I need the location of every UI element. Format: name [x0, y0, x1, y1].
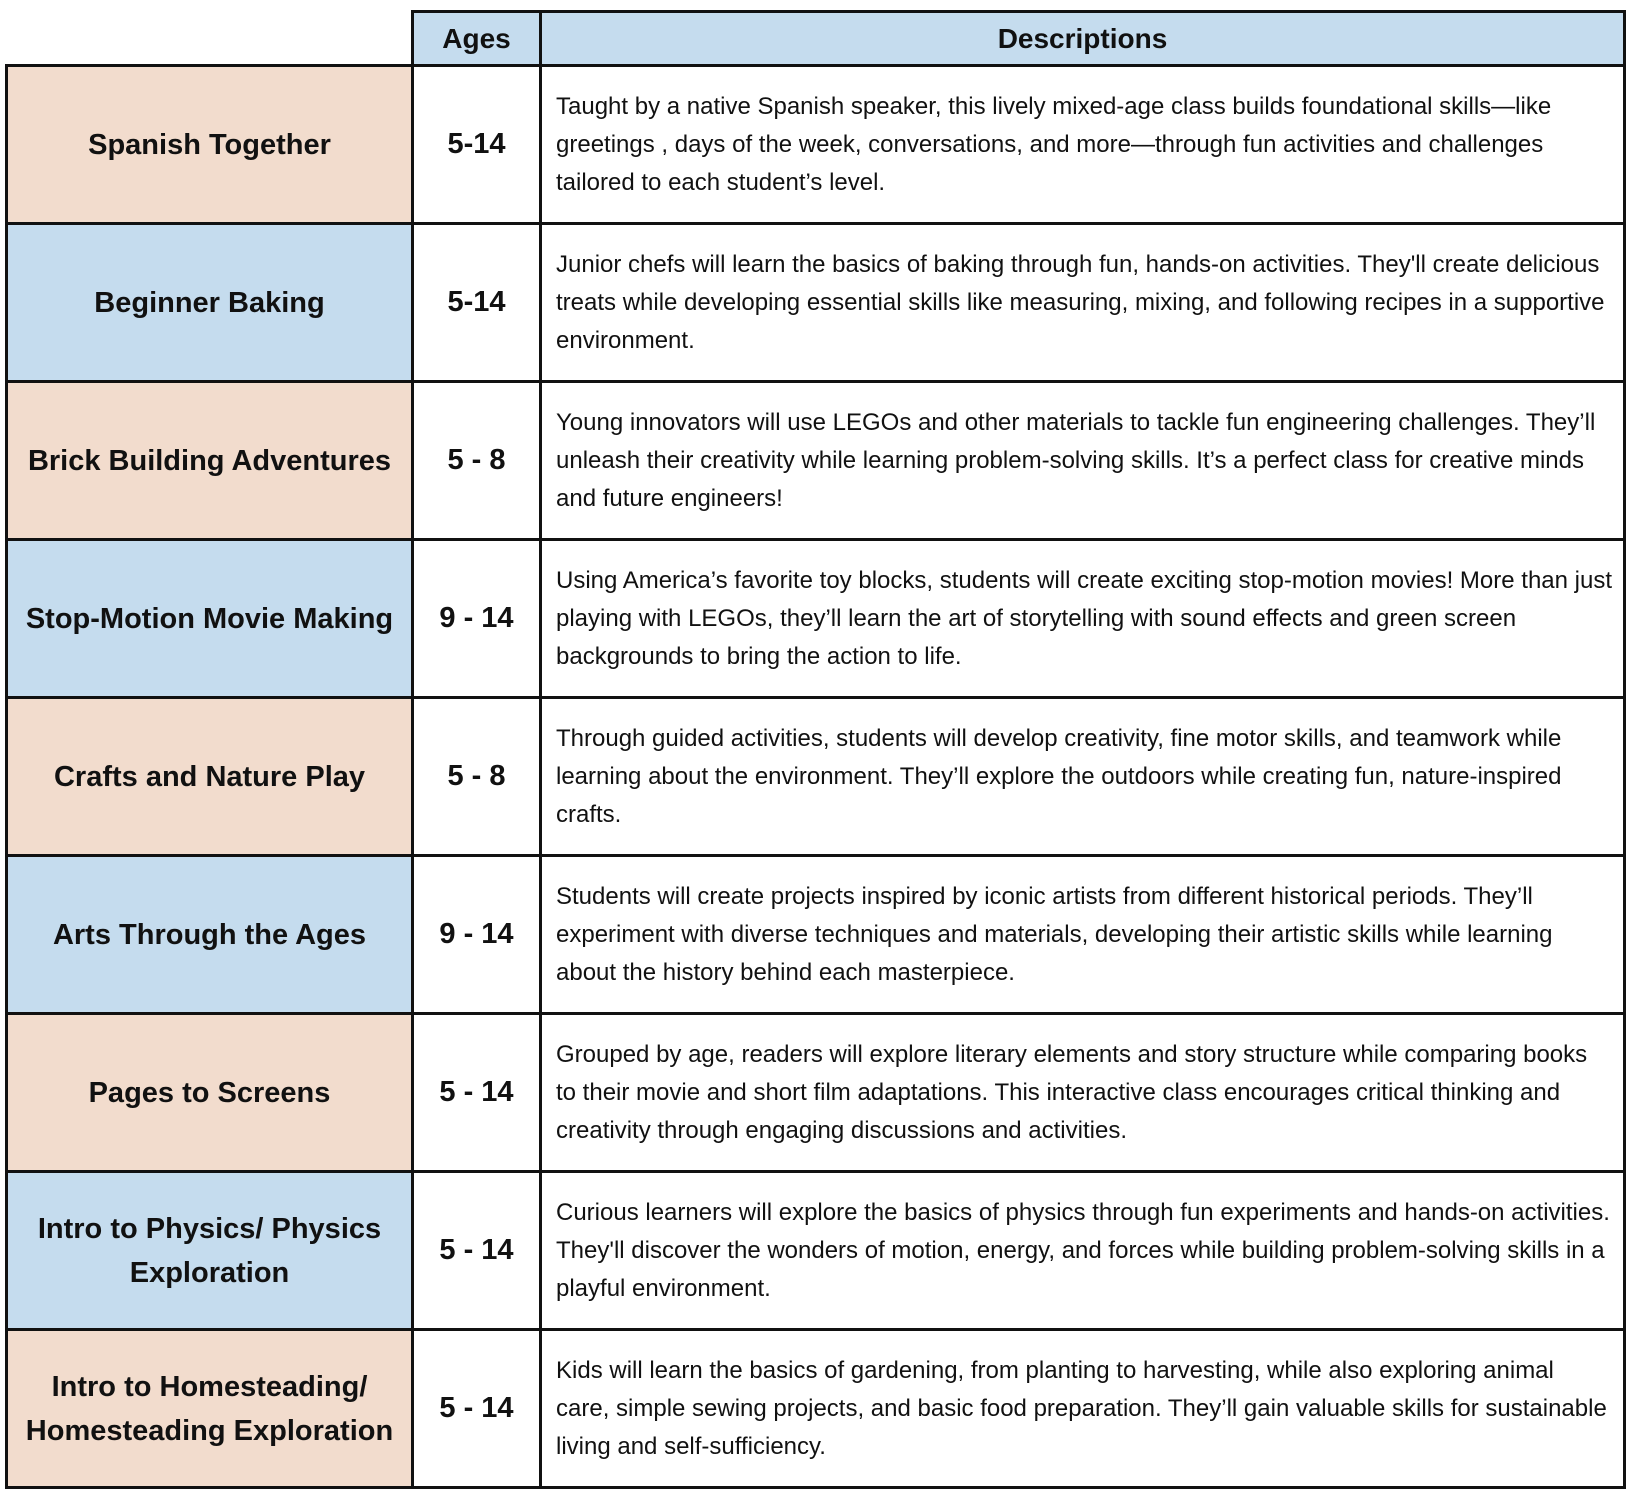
class-description: Students will create projects inspired by iconic artists from different historical periods. They’ll experiment with diverse techniques and materials, developing their artistic skills while learning about the history behind each masterpiece.: [539, 854, 1626, 1015]
class-ages: 9 - 14: [411, 538, 542, 699]
table-row: [5, 1170, 1626, 1331]
class-ages: 5 - 14: [411, 1170, 542, 1331]
header-descriptions: Descriptions: [539, 10, 1626, 67]
class-ages: 5-14: [411, 64, 542, 225]
class-name: Spanish Together: [5, 64, 414, 225]
table-row: [5, 696, 1626, 857]
class-description: Junior chefs will learn the basics of baking through fun, hands-on activities. They'll create delicious treats while developing essential skills like measuring, mixing, and following recipes in a supportive environment.: [539, 222, 1626, 383]
class-description: Young innovators will use LEGOs and other materials to tackle fun engineering challenges. They’ll unleash their creativity while learning problem-solving skills. It’s a perfect class for creative minds and future engineers!: [539, 380, 1626, 541]
table-row: [5, 854, 1626, 1015]
class-ages: 9 - 14: [411, 854, 542, 1015]
header-ages: Ages: [411, 10, 542, 67]
class-description: Taught by a native Spanish speaker, this lively mixed-age class builds foundational skills—like greetings , days of the week, conversations, and more—through fun activities and challenges tailored to each student’s level.: [539, 64, 1626, 225]
table-row: [5, 222, 1626, 383]
table-row: [5, 380, 1626, 541]
class-name: Beginner Baking: [5, 222, 414, 383]
class-name: Stop-Motion Movie Making: [5, 538, 414, 699]
class-description: Curious learners will explore the basics of physics through fun experiments and hands-on activities. They'll discover the wonders of motion, energy, and forces while building problem-solving skills in a playful environment.: [539, 1170, 1626, 1331]
class-ages: 5 - 8: [411, 696, 542, 857]
class-description: Using America’s favorite toy blocks, students will create exciting stop-motion movies! More than just playing with LEGOs, they’ll learn the art of storytelling with sound effects and green screen backgrounds to bring the action to life.: [539, 538, 1626, 699]
class-name: Intro to Physics/ Physics Exploration: [5, 1170, 414, 1331]
class-ages: 5-14: [411, 222, 542, 383]
class-description: Through guided activities, students will develop creativity, fine motor skills, and teamwork while learning about the environment. They’ll explore the outdoors while creating fun, nature-inspired crafts.: [539, 696, 1626, 857]
table-row: [5, 64, 1626, 225]
class-ages: 5 - 8: [411, 380, 542, 541]
table-row: [5, 1012, 1626, 1173]
class-description: Kids will learn the basics of gardening, from planting to harvesting, while also exploring animal care, simple sewing projects, and basic food preparation. They’ll gain valuable skills for sustainable living and self-sufficiency.: [539, 1328, 1626, 1489]
class-name: Brick Building Adventures: [5, 380, 414, 541]
class-name: Pages to Screens: [5, 1012, 414, 1173]
class-ages: 5 - 14: [411, 1012, 542, 1173]
class-description: Grouped by age, readers will explore literary elements and story structure while comparing books to their movie and short film adaptations. This interactive class encourages critical thinking and creativity through engaging discussions and activities.: [539, 1012, 1626, 1173]
class-ages: 5 - 14: [411, 1328, 542, 1489]
class-name: Crafts and Nature Play: [5, 696, 414, 857]
class-name: Arts Through the Ages: [5, 854, 414, 1015]
class-name: Intro to Homesteading/ Homesteading Exploration: [5, 1328, 414, 1489]
table-row: [5, 1328, 1626, 1489]
table-row: [5, 538, 1626, 699]
